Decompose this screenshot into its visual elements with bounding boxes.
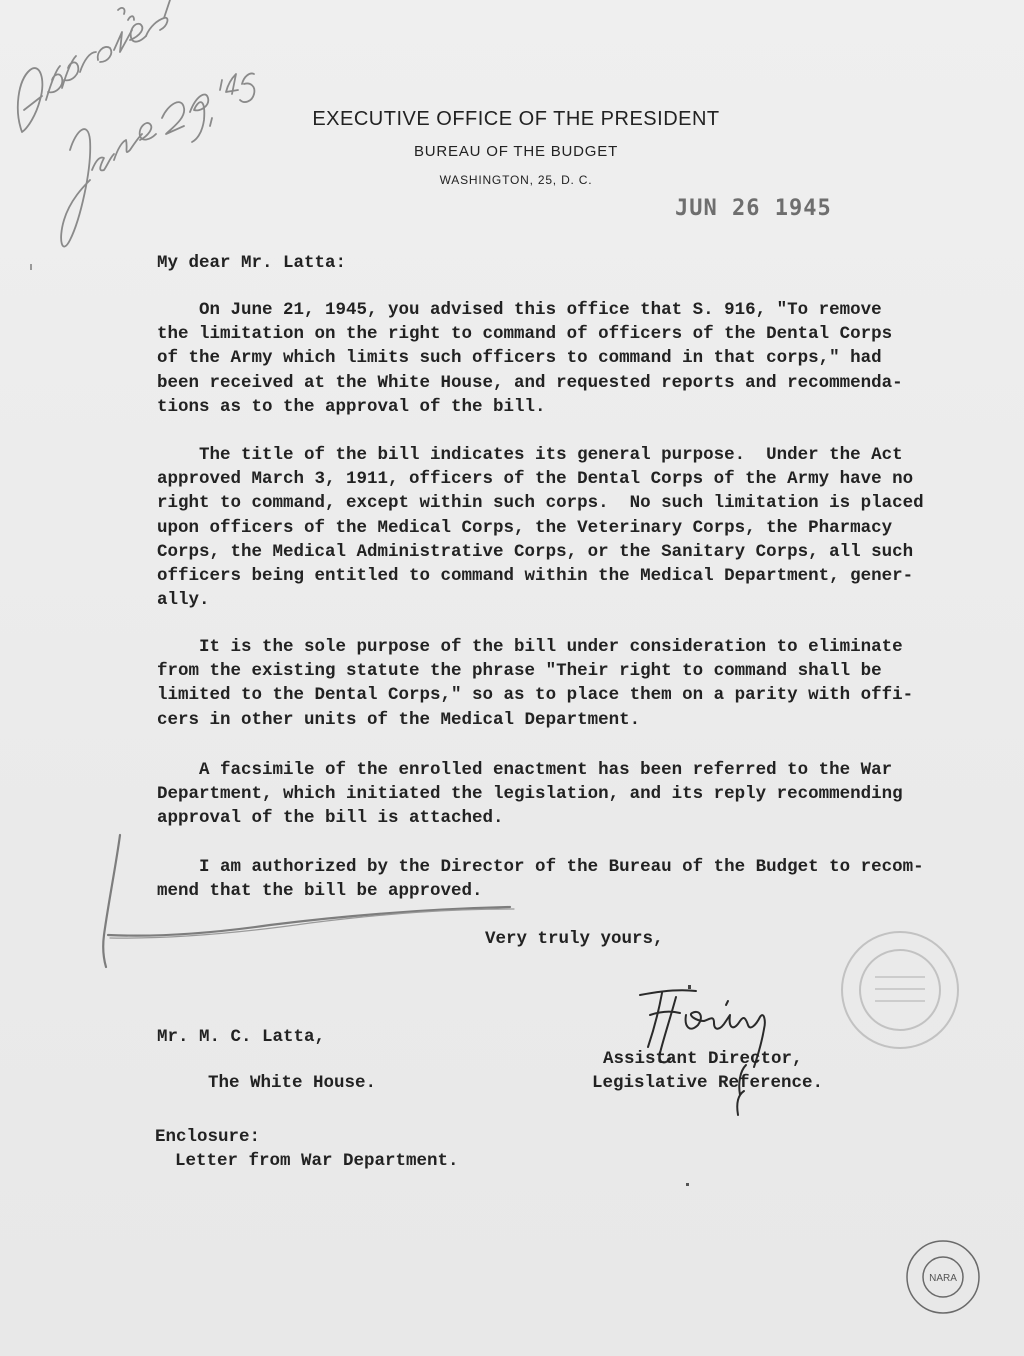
letterhead-city: WASHINGTON, 25, D. C. bbox=[439, 173, 593, 187]
ink-speck bbox=[686, 1183, 689, 1186]
paragraph-3: It is the sole purpose of the bill under consideration to eliminate from the existing statute the phrase "Their right to command shall be limited to the Dental Corps," so as to place them on a parity with offi- cers in other units of the Medical Department. bbox=[157, 637, 914, 730]
handwritten-approval-note bbox=[0, 0, 260, 270]
enclosure-item: Letter from War Department. bbox=[175, 1151, 459, 1171]
received-date-stamp: JUN 26 1945 bbox=[675, 196, 832, 221]
handwritten-approval-text: Approved June 29, '45 bbox=[0, 0, 13, 1]
paragraph-4: A facsimile of the enrolled enactment has been referred to the War Department, which initiated the legislation, and its reply recommending approval of the bill is attached. bbox=[157, 760, 903, 829]
library-stamp-text: HARRY S. TRUMAN LIBRARY bbox=[904, 1238, 918, 1239]
paper-mark bbox=[30, 264, 32, 270]
signer-title-2: Legislative Reference. bbox=[592, 1073, 824, 1093]
nara-stamp-label: NARA bbox=[929, 1273, 957, 1284]
signature-name: F. J. Bailey bbox=[600, 975, 608, 976]
signer-title-1: Assistant Director, bbox=[603, 1049, 803, 1069]
pencil-margin-mark bbox=[90, 825, 530, 975]
addressee-place: The White House. bbox=[208, 1073, 377, 1093]
letterhead-bureau: BUREAU OF THE BUDGET bbox=[413, 143, 619, 160]
addressee-name: Mr. M. C. Latta, bbox=[157, 1027, 326, 1047]
enclosure-label: Enclosure: bbox=[155, 1127, 261, 1147]
library-seal bbox=[835, 925, 965, 1055]
paragraph-1: On June 21, 1945, you advised this office that S. 916, "To remove the limitation on the right to command of officers of the Dental Corps of the Army which limits such officers to command in that corps," had been received at the White House, and requested reports and recommenda- tions as to the approval of the bill. bbox=[157, 300, 903, 417]
paragraph-2: The title of the bill indicates its general purpose. Under the Act approved March 3, 1911, officers of the Dental Corps of the Army have no right to command, except within such corps. No such limitation is placed upon officers of the Medical Corps, the Veterinary Corps, the Pharmacy Corps, the Medical Administrative Corps, or the Sanitary Corps, all such officers being entitled to command within the Medical Department, gener- ally. bbox=[157, 445, 924, 611]
closing: Very truly yours, bbox=[485, 929, 664, 949]
salutation: My dear Mr. Latta: bbox=[157, 253, 347, 273]
paragraph-5: I am authorized by the Director of the Bureau of the Budget to recom- mend that the bill be approved. bbox=[157, 857, 924, 902]
nara-library-stamp bbox=[904, 1238, 982, 1316]
letterhead-office: EXECUTIVE OFFICE OF THE PRESIDENT bbox=[312, 108, 720, 130]
ink-speck bbox=[688, 985, 691, 989]
